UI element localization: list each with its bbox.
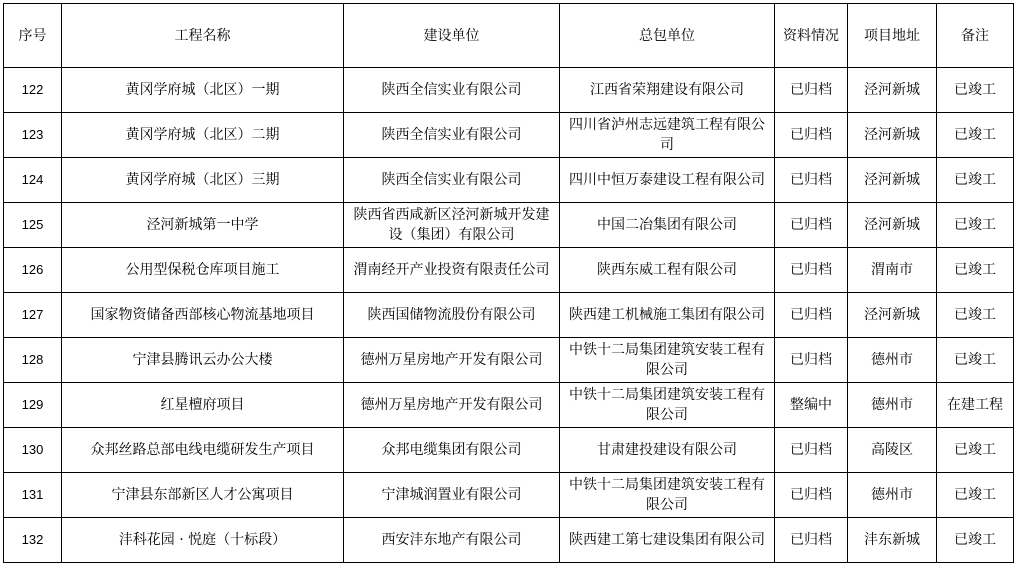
cell-docs: 已归档 [775, 428, 848, 473]
cell-docs: 已归档 [775, 338, 848, 383]
cell-location: 高陵区 [848, 428, 937, 473]
cell-project: 国家物资储备西部核心物流基地项目 [62, 293, 344, 338]
cell-project: 黄冈学府城（北区）二期 [62, 113, 344, 158]
cell-contractor: 中铁十二局集团建筑安装工程有限公司 [560, 338, 775, 383]
header-note: 备注 [937, 4, 1014, 68]
cell-docs: 已归档 [775, 68, 848, 113]
table-row [4, 293, 1014, 338]
cell-location: 泾河新城 [848, 203, 937, 248]
cell-docs: 已归档 [775, 158, 848, 203]
cell-no: 124 [4, 158, 62, 203]
cell-contractor: 中铁十二局集团建筑安装工程有限公司 [560, 473, 775, 518]
cell-contractor: 陕西建工第七建设集团有限公司 [560, 518, 775, 563]
table-row [4, 68, 1014, 113]
cell-no: 132 [4, 518, 62, 563]
cell-builder: 陕西国储物流股份有限公司 [344, 293, 560, 338]
cell-no: 126 [4, 248, 62, 293]
cell-no: 127 [4, 293, 62, 338]
cell-docs: 已归档 [775, 518, 848, 563]
cell-builder: 西安沣东地产有限公司 [344, 518, 560, 563]
cell-no: 122 [4, 68, 62, 113]
cell-no: 123 [4, 113, 62, 158]
cell-docs: 已归档 [775, 293, 848, 338]
cell-note: 已竣工 [937, 293, 1014, 338]
cell-note: 已竣工 [937, 473, 1014, 518]
cell-project: 泾河新城第一中学 [62, 203, 344, 248]
cell-contractor: 江西省荣翔建设有限公司 [560, 68, 775, 113]
cell-note: 已竣工 [937, 518, 1014, 563]
cell-location: 渭南市 [848, 248, 937, 293]
table-row [4, 203, 1014, 248]
cell-no: 131 [4, 473, 62, 518]
cell-project: 沣科花园 · 悦庭（十标段） [62, 518, 344, 563]
cell-note: 已竣工 [937, 338, 1014, 383]
cell-location: 泾河新城 [848, 158, 937, 203]
header-contractor: 总包单位 [560, 4, 775, 68]
cell-contractor: 陕西建工机械施工集团有限公司 [560, 293, 775, 338]
cell-note: 已竣工 [937, 68, 1014, 113]
table-row [4, 338, 1014, 383]
header-row [4, 4, 1014, 68]
cell-no: 130 [4, 428, 62, 473]
cell-location: 德州市 [848, 338, 937, 383]
cell-note: 在建工程 [937, 383, 1014, 428]
cell-note: 已竣工 [937, 158, 1014, 203]
cell-location: 泾河新城 [848, 293, 937, 338]
cell-builder: 众邦电缆集团有限公司 [344, 428, 560, 473]
table-row [4, 518, 1014, 563]
cell-note: 已竣工 [937, 113, 1014, 158]
header-no: 序号 [4, 4, 62, 68]
cell-contractor: 中国二冶集团有限公司 [560, 203, 775, 248]
cell-builder: 宁津城润置业有限公司 [344, 473, 560, 518]
cell-builder: 陕西省西咸新区泾河新城开发建设（集团）有限公司 [344, 203, 560, 248]
cell-project: 公用型保税仓库项目施工 [62, 248, 344, 293]
cell-location: 德州市 [848, 473, 937, 518]
cell-docs: 已归档 [775, 248, 848, 293]
cell-docs: 整编中 [775, 383, 848, 428]
cell-note: 已竣工 [937, 203, 1014, 248]
cell-builder: 陕西全信实业有限公司 [344, 68, 560, 113]
cell-docs: 已归档 [775, 113, 848, 158]
cell-location: 德州市 [848, 383, 937, 428]
header-location: 项目地址 [848, 4, 937, 68]
cell-contractor: 甘肃建投建设有限公司 [560, 428, 775, 473]
table-row [4, 158, 1014, 203]
cell-project: 红星檀府项目 [62, 383, 344, 428]
header-docs: 资料情况 [775, 4, 848, 68]
cell-project: 宁津县腾讯云办公大楼 [62, 338, 344, 383]
cell-location: 沣东新城 [848, 518, 937, 563]
cell-project: 宁津县东部新区人才公寓项目 [62, 473, 344, 518]
table-row [4, 248, 1014, 293]
table-row [4, 473, 1014, 518]
cell-contractor: 中铁十二局集团建筑安装工程有限公司 [560, 383, 775, 428]
cell-location: 泾河新城 [848, 113, 937, 158]
cell-docs: 已归档 [775, 473, 848, 518]
cell-contractor: 陕西东威工程有限公司 [560, 248, 775, 293]
table-row [4, 383, 1014, 428]
cell-builder: 德州万星房地产开发有限公司 [344, 338, 560, 383]
header-project: 工程名称 [62, 4, 344, 68]
cell-project: 黄冈学府城（北区）一期 [62, 68, 344, 113]
cell-location: 泾河新城 [848, 68, 937, 113]
table-row [4, 428, 1014, 473]
cell-builder: 德州万星房地产开发有限公司 [344, 383, 560, 428]
cell-project: 黄冈学府城（北区）三期 [62, 158, 344, 203]
header-builder: 建设单位 [344, 4, 560, 68]
cell-contractor: 四川中恒万泰建设工程有限公司 [560, 158, 775, 203]
cell-builder: 陕西全信实业有限公司 [344, 158, 560, 203]
cell-note: 已竣工 [937, 248, 1014, 293]
cell-no: 129 [4, 383, 62, 428]
cell-builder: 渭南经开产业投资有限责任公司 [344, 248, 560, 293]
table-row [4, 113, 1014, 158]
cell-note: 已竣工 [937, 428, 1014, 473]
cell-docs: 已归档 [775, 203, 848, 248]
project-table [3, 3, 1014, 563]
cell-no: 128 [4, 338, 62, 383]
cell-no: 125 [4, 203, 62, 248]
cell-project: 众邦丝路总部电线电缆研发生产项目 [62, 428, 344, 473]
cell-contractor: 四川省泸州志远建筑工程有限公司 [560, 113, 775, 158]
cell-builder: 陕西全信实业有限公司 [344, 113, 560, 158]
